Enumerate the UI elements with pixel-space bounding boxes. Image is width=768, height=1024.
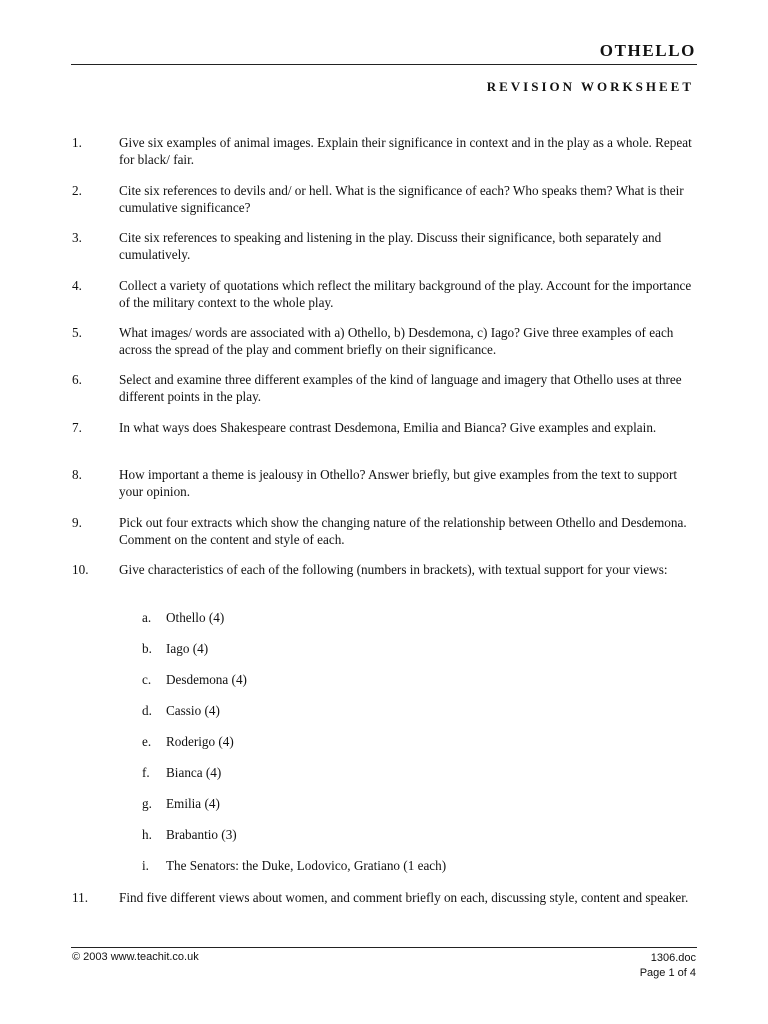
character-text: Emilia (4) xyxy=(166,796,220,811)
character-text: The Senators: the Duke, Lodovico, Gratiano (1 each) xyxy=(166,858,447,873)
question-text: Give six examples of animal images. Explain their significance in context and in the play as a whole. Repeat for black/ fair. xyxy=(119,135,692,167)
question-number: 1. xyxy=(72,135,82,150)
character-letter: c. xyxy=(142,672,152,687)
footer-divider xyxy=(71,947,697,948)
document-title: OTHELLO xyxy=(599,41,696,60)
character-letter: f. xyxy=(142,765,150,780)
character-text: Desdemona (4) xyxy=(166,672,247,687)
question-text: What images/ words are associated with a) Othello, b) Desdemona, c) Iago? Give three examples of each across the spread of the play and comment briefly on their significance. xyxy=(119,325,674,357)
question-number: 11. xyxy=(72,890,88,905)
question-number: 3. xyxy=(72,230,82,245)
character-letter: i. xyxy=(142,858,149,873)
footer-info xyxy=(640,951,696,981)
question-text: Cite six references to devils and/ or hell. What is the significance of each? Who speaks them? What is their cumulative significance? xyxy=(119,183,684,215)
question-number: 6. xyxy=(72,372,82,387)
footer-filename: 1306.doc xyxy=(650,952,696,964)
footer-page-number: Page 1 of 4 xyxy=(639,967,696,979)
character-text: Iago (4) xyxy=(166,641,209,656)
question-text: Find five different views about women, and comment briefly on each, discussing style, content and speaker. xyxy=(119,890,689,905)
question-number: 4. xyxy=(72,278,82,293)
character-text: Roderigo (4) xyxy=(166,734,234,749)
question-text: Select and examine three different examples of the kind of language and imagery that Othello uses at three different points in the play. xyxy=(119,372,682,404)
question-number: 5. xyxy=(72,325,82,340)
question-number: 9. xyxy=(72,515,82,530)
character-text: Bianca (4) xyxy=(166,765,222,780)
character-letter: g. xyxy=(142,796,152,811)
question-number: 8. xyxy=(72,467,82,482)
question-text: Collect a variety of quotations which reflect the military background of the play. Account for the importance of the military context to the whole play. xyxy=(119,278,692,310)
question-number: 10. xyxy=(72,562,89,577)
question-number: 2. xyxy=(72,183,82,198)
character-letter: b. xyxy=(142,641,152,656)
question-text: Cite six references to speaking and listening in the play. Discuss their significance, both separately and cumulatively. xyxy=(119,230,662,262)
question-text: Give characteristics of each of the following (numbers in brackets), with textual support for your views: xyxy=(119,562,668,577)
question-text: How important a theme is jealousy in Othello? Answer briefly, but give examples from the text to support your opinion. xyxy=(119,467,678,499)
character-letter: h. xyxy=(142,827,152,842)
question-text: In what ways does Shakespeare contrast Desdemona, Emilia and Bianca? Give examples and explain. xyxy=(119,420,657,435)
document-subtitle: REVISION WORKSHEET xyxy=(486,79,694,94)
character-letter: a. xyxy=(142,610,152,625)
character-text: Cassio (4) xyxy=(166,703,220,718)
question-text: Pick out four extracts which show the changing nature of the relationship between Othello and Desdemona. Comment on the content and style of each. xyxy=(119,515,687,547)
header-divider xyxy=(71,64,697,65)
question-number: 7. xyxy=(72,420,82,435)
character-text: Brabantio (3) xyxy=(166,827,237,842)
character-letter: e. xyxy=(142,734,152,749)
character-text: Othello (4) xyxy=(166,610,225,625)
character-letter: d. xyxy=(142,703,152,718)
footer-copyright: © 2003 www.teachit.co.uk xyxy=(72,951,199,963)
